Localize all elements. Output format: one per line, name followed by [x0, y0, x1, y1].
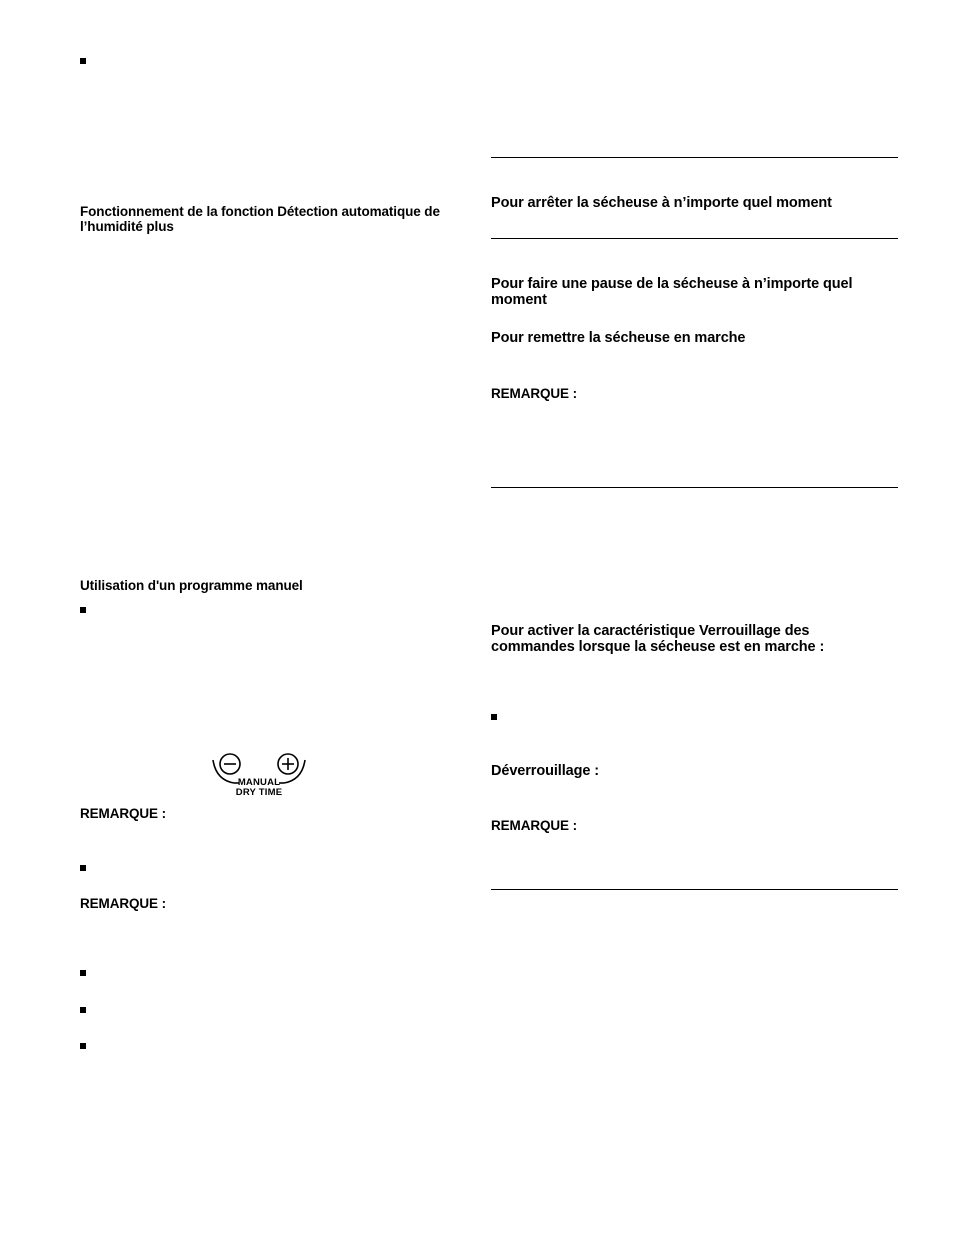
bullet-marker	[80, 607, 86, 613]
section-divider	[491, 487, 898, 488]
manual-dry-time-dial	[208, 750, 310, 800]
bullet-marker	[80, 1007, 86, 1013]
note-label: REMARQUE :	[491, 818, 577, 833]
note-label: REMARQUE :	[80, 806, 166, 821]
heading-pause-dryer: Pour faire une pause de la sécheuse à n’importe quel moment	[491, 276, 853, 308]
heading-auto-moisture-sensing: Fonctionnement de la fonction Détection automatique de l’humidité plus	[80, 204, 440, 234]
heading-stop-dryer: Pour arrêter la sécheuse à n’importe quel moment	[491, 195, 832, 211]
manual-label: MANUAL	[237, 777, 281, 788]
heading-unlock: Déverrouillage :	[491, 763, 599, 779]
section-divider	[491, 889, 898, 890]
dry-time-label: DRY TIME	[235, 787, 283, 798]
heading-manual-cycle: Utilisation d'un programme manuel	[80, 578, 303, 593]
bullet-marker	[80, 865, 86, 871]
bullet-marker	[491, 714, 497, 720]
heading-control-lock: Pour activer la caractéristique Verrouillage des commandes lorsque la sécheuse est en marche :	[491, 623, 825, 655]
section-divider	[491, 157, 898, 158]
note-label: REMARQUE :	[80, 896, 166, 911]
note-label: REMARQUE :	[491, 386, 577, 401]
bullet-marker	[80, 1043, 86, 1049]
bullet-marker	[80, 58, 86, 64]
section-divider	[491, 238, 898, 239]
heading-restart-dryer: Pour remettre la sécheuse en marche	[491, 330, 746, 346]
bullet-marker	[80, 970, 86, 976]
